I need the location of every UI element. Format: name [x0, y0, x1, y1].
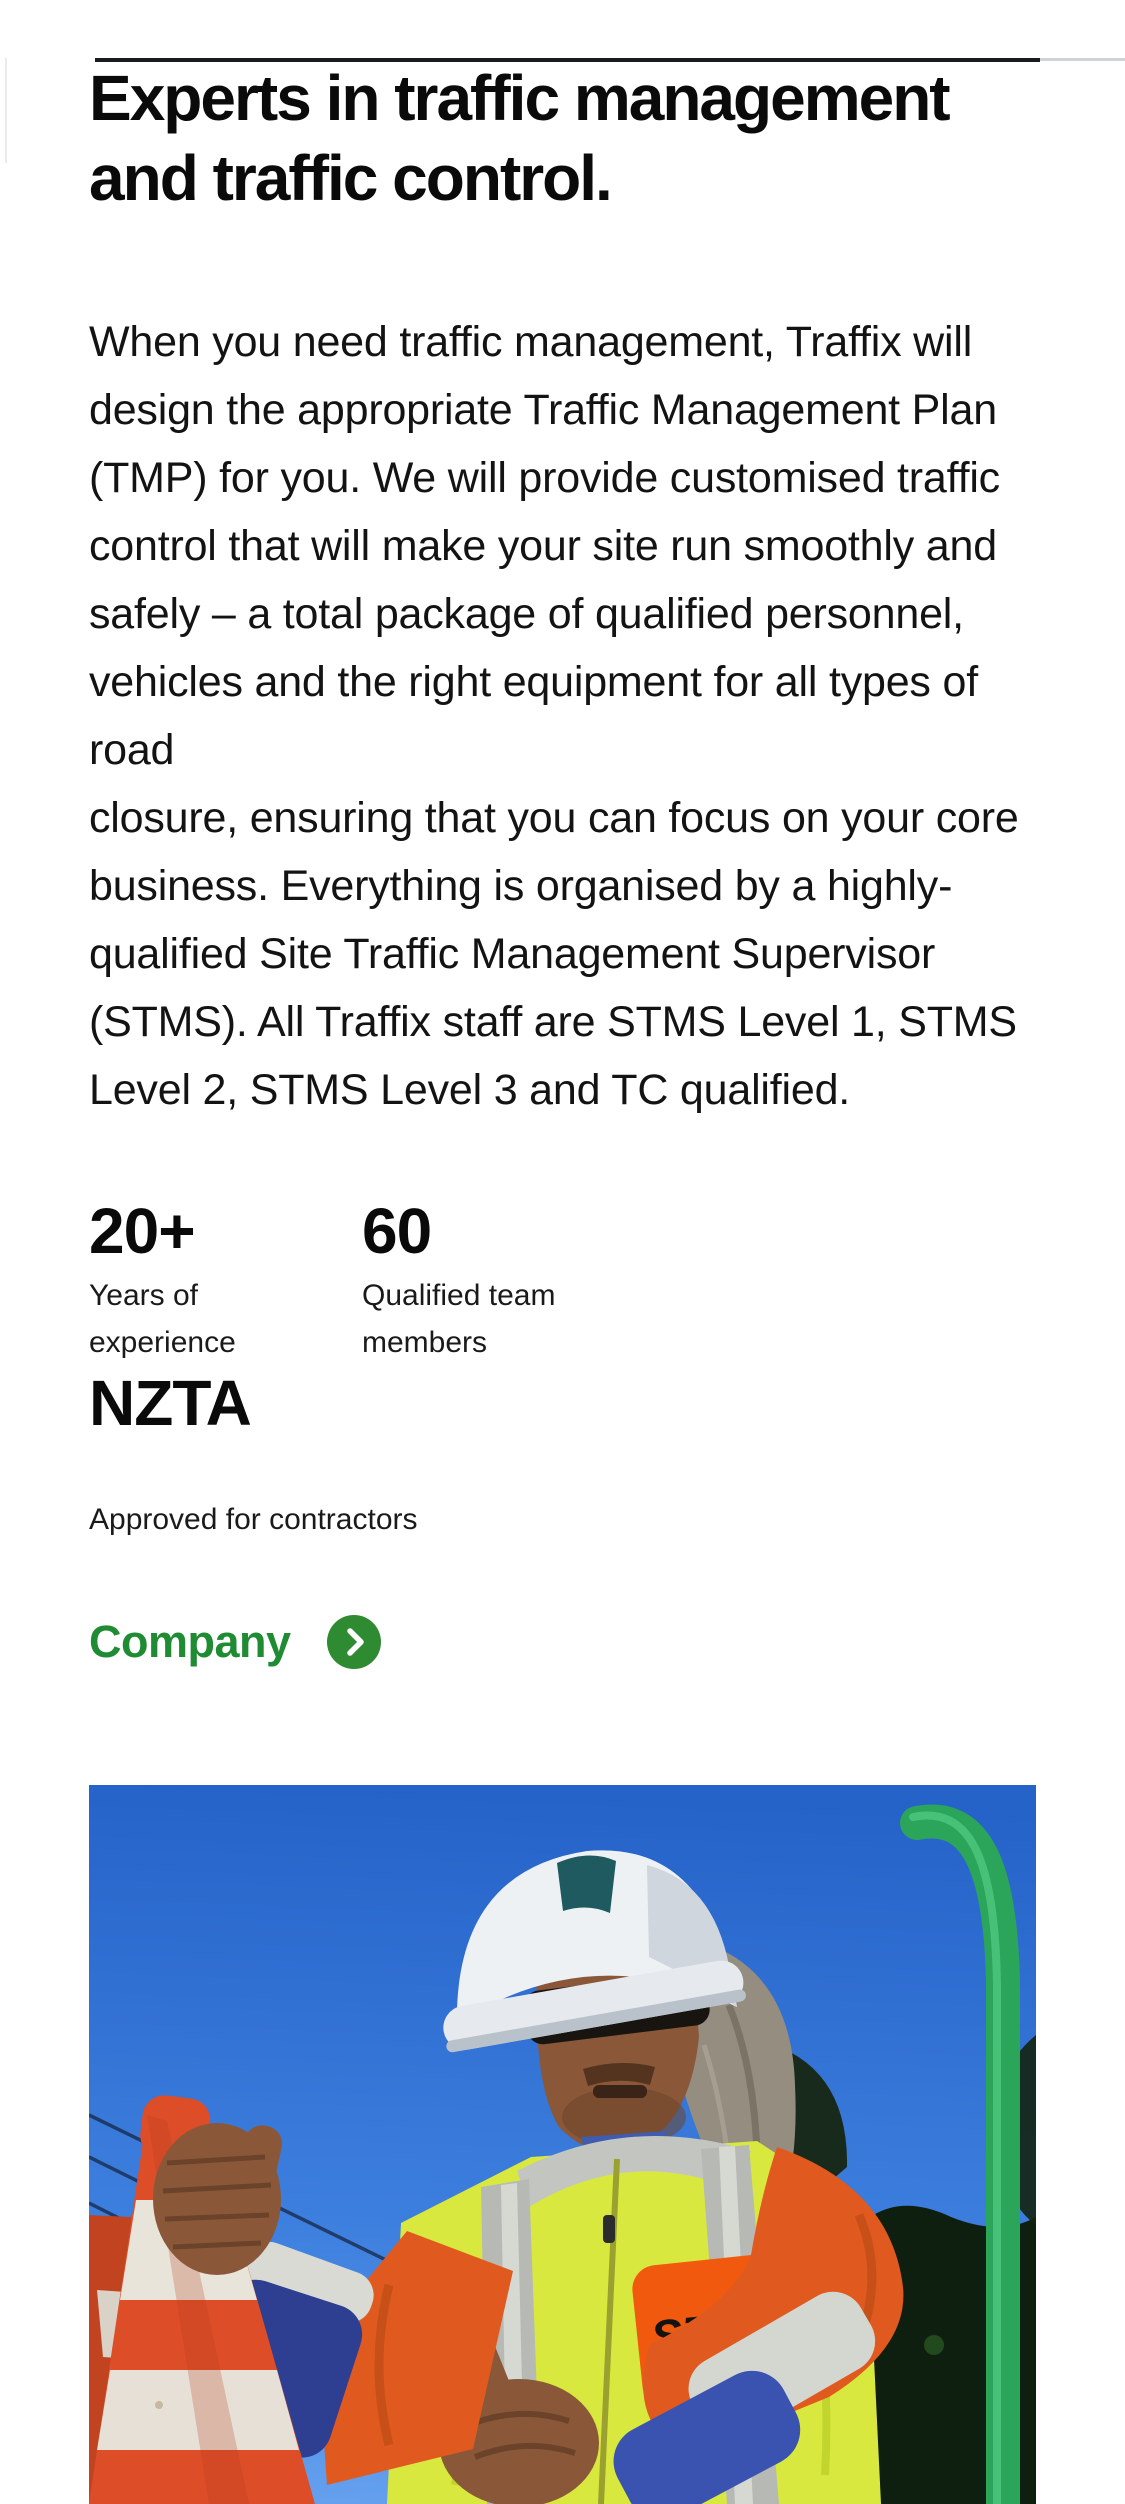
stats-grid	[89, 1196, 1036, 1543]
intro-paragraph: When you need traffic management, Traffix will design the appropriate Traffic Management Plan (TMP) for you. We will provide customised traffic control that will make your site run smoothly and safely – a total package of qualified personnel, vehicles and the right equipment for all types of road closure, ensuring that you can focus on your core business. Everything is organised by a highly- qualified Site Traffic Management Supervisor (STMS). All Traffix staff are STMS Level 1, STMS Level 2, STMS Level 3 and TC qualified.	[89, 318, 1019, 1114]
leaf-highlight	[924, 2335, 944, 2355]
stat-years-experience	[89, 1196, 362, 1366]
left-edge-artifact	[5, 58, 7, 163]
company-arrow-button[interactable]	[327, 1615, 381, 1669]
mouth	[593, 2085, 647, 2098]
company-link-row	[89, 1607, 1036, 1677]
stat-value: 60	[362, 1195, 432, 1267]
stat-label: Years of experience	[89, 1279, 236, 1359]
stat-team-members	[362, 1196, 1036, 1366]
page-title: Experts in traffic management and traffic control.	[89, 62, 949, 214]
main-content	[0, 58, 1125, 2504]
top-edge-divider-light	[1040, 58, 1125, 61]
stat-value: 20+	[89, 1195, 195, 1267]
stat-nzta-approved	[89, 1366, 1036, 1543]
hat-vent	[557, 1855, 616, 1913]
worker-photo	[89, 1785, 1036, 2504]
company-link[interactable]: Company	[89, 1616, 291, 1667]
top-edge-divider	[95, 58, 1040, 62]
chevron-right-icon	[327, 1615, 381, 1669]
worker-photo-illustration	[89, 1785, 1036, 2504]
stat-label: Qualified team members	[362, 1279, 556, 1359]
stat-label: Approved for contractors	[89, 1503, 418, 1536]
zipper-pull	[603, 2215, 615, 2243]
stat-value: NZTA	[89, 1367, 251, 1439]
